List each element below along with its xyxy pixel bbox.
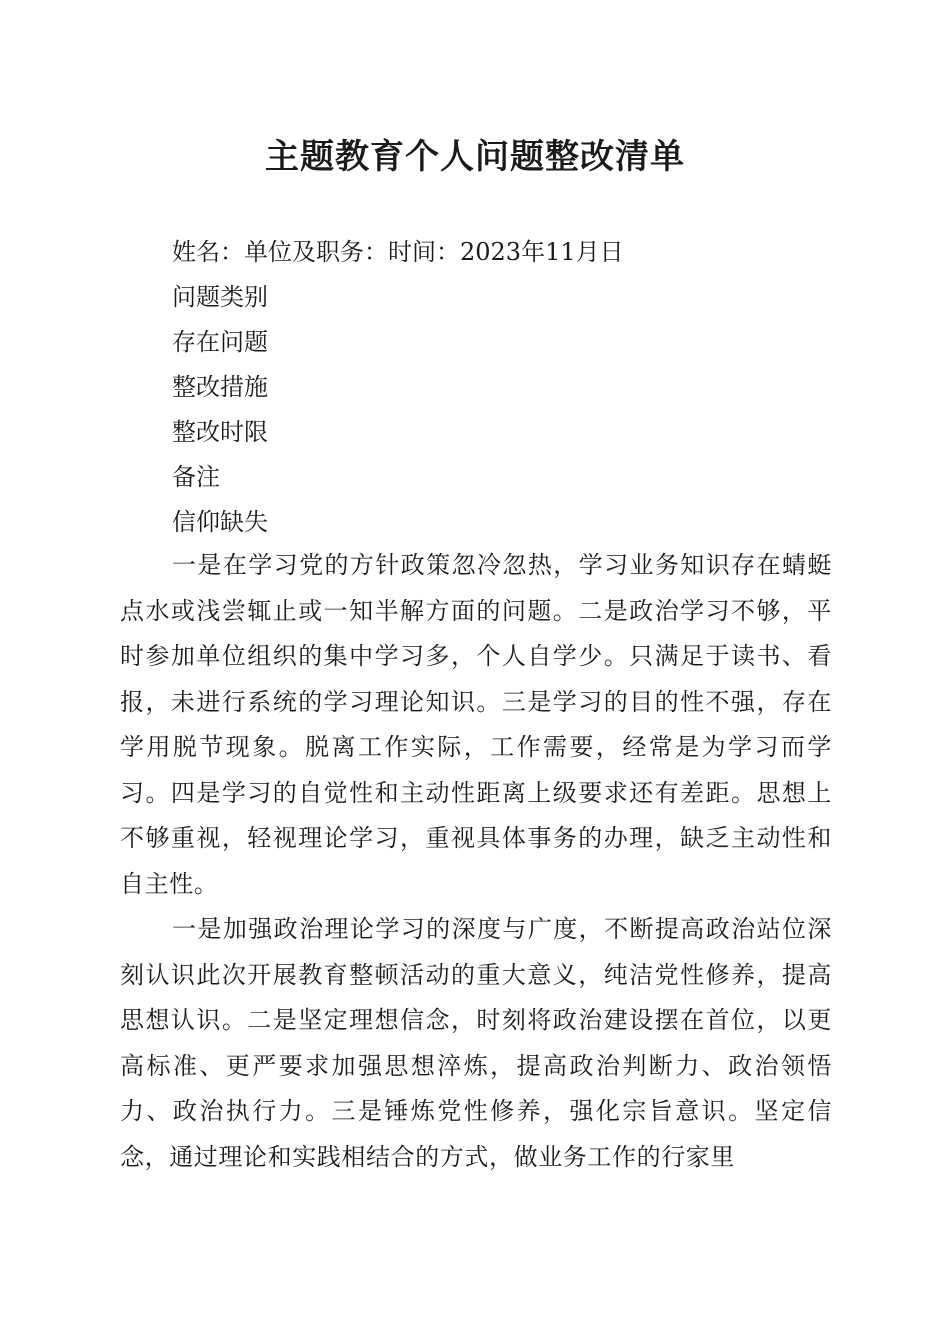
document-title: 主题教育个人问题整改清单 (265, 137, 685, 177)
label-rectification-measures: 整改措施 (172, 373, 268, 401)
measures-paragraph: 一是加强政治理论学习的深度与广度，不断提高政治站位深刻认识此次开展教育整顿活动的重大意义，纯洁党性修养，提高思想认识。二是坚定理想信念，时刻将政治建设摆在首位，以更高标准、更严要求加强思想淬炼，提高政治判断力、政治领悟力、政治执行力。三是锤炼党性修养，强化宗旨意识。坚定信念，通过理论和实践相结合的方式，做业务工作的行家里 (120, 915, 832, 1171)
header-info-line: 姓名：单位及职务：时间：2023年11月日 (172, 238, 624, 266)
form-fields (172, 230, 852, 545)
label-existing-problems: 存在问题 (172, 328, 268, 356)
problems-paragraph: 一是在学习党的方针政策忽冷忽热，学习业务知识存在蜻蜓点水或浅尝辄止或一知半解方面的问题。二是政治学习不够，平时参加单位组织的集中学习多，个人自学少。只满足于读书、看报，未进行系统的学习理论知识。三是学习的目的性不强，存在学用脱节现象。脱离工作实际，工作需要，经常是为学习而学习。四是学习的自觉性和主动性距离上级要求还有差距。思想上不够重视，轻视理论学习，重视具体事务的办理，缺乏主动性和自主性。 (120, 551, 832, 898)
label-rectification-deadline: 整改时限 (172, 418, 268, 446)
label-problem-category: 问题类别 (172, 283, 268, 311)
document-body (120, 543, 832, 1180)
category-value: 信仰缺失 (172, 508, 268, 536)
label-remarks: 备注 (172, 463, 220, 491)
